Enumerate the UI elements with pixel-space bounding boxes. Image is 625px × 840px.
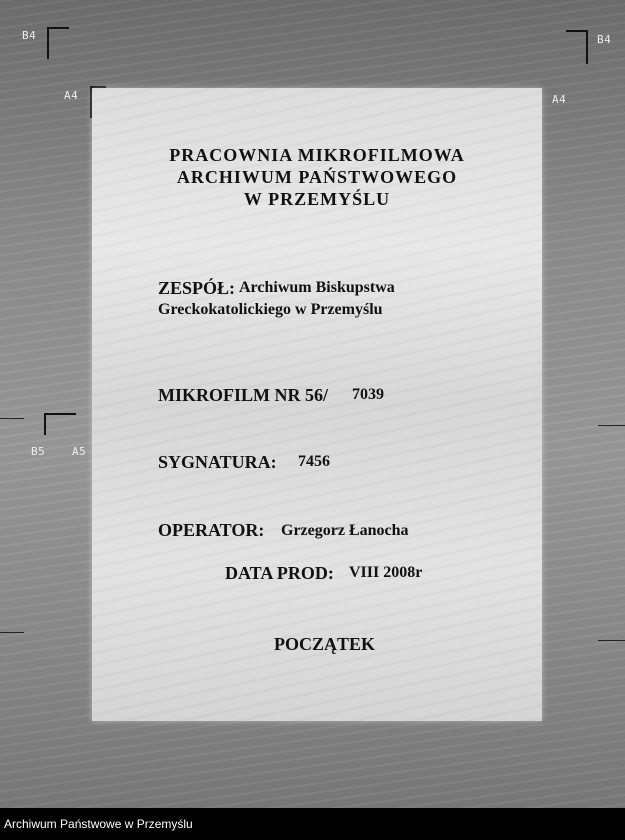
data-prod-value: VIII 2008r xyxy=(349,564,423,581)
tick-mark-left xyxy=(0,418,24,419)
zespol-value-line-1: Archiwum Biskupstwa xyxy=(239,279,395,296)
header-line-3: W PRZEMYŚLU xyxy=(243,189,391,209)
sygnatura-label: SYGNATURA: xyxy=(158,452,277,472)
frame-mark-b5-left: B5 xyxy=(31,445,46,458)
tick-mark-left-lower xyxy=(0,632,24,633)
archive-caption: Archiwum Państwowe w Przemyślu xyxy=(4,817,193,831)
microfilm-target-card xyxy=(92,88,542,721)
zespol-label: ZESPÓŁ: xyxy=(158,278,236,298)
mikrofilm-value: 7039 xyxy=(352,386,384,403)
frame-mark-a4-left: A4 xyxy=(64,89,79,102)
mikrofilm-label: MIKROFILM NR 56/ xyxy=(158,385,328,405)
operator-value: Grzegorz Łanocha xyxy=(281,522,409,539)
corner-bracket-b4-left xyxy=(47,27,69,59)
sygnatura-value: 7456 xyxy=(298,453,330,470)
tick-mark-right xyxy=(598,425,625,426)
frame-mark-a4-right: A4 xyxy=(552,93,567,106)
frame-mark-a5-left: A5 xyxy=(72,445,87,458)
operator-label: OPERATOR: xyxy=(158,520,265,540)
zespol-value-line-2: Greckokatolickiego w Przemyślu xyxy=(158,301,383,318)
data-prod-label: DATA PROD: xyxy=(225,563,334,583)
header-line-2: ARCHIWUM PAŃSTWOWEGO xyxy=(176,167,458,187)
start-label: POCZĄTEK xyxy=(274,634,376,654)
frame-mark-b4-right: B4 xyxy=(597,33,612,46)
tick-mark-right-lower xyxy=(598,640,625,641)
header-line-1: PRACOWNIA MIKROFILMOWA xyxy=(169,145,465,165)
archive-caption-bar xyxy=(0,808,625,840)
frame-mark-b4-left: B4 xyxy=(22,29,37,42)
corner-bracket-b4-right xyxy=(566,30,588,64)
corner-bracket-b5-left xyxy=(44,413,76,435)
